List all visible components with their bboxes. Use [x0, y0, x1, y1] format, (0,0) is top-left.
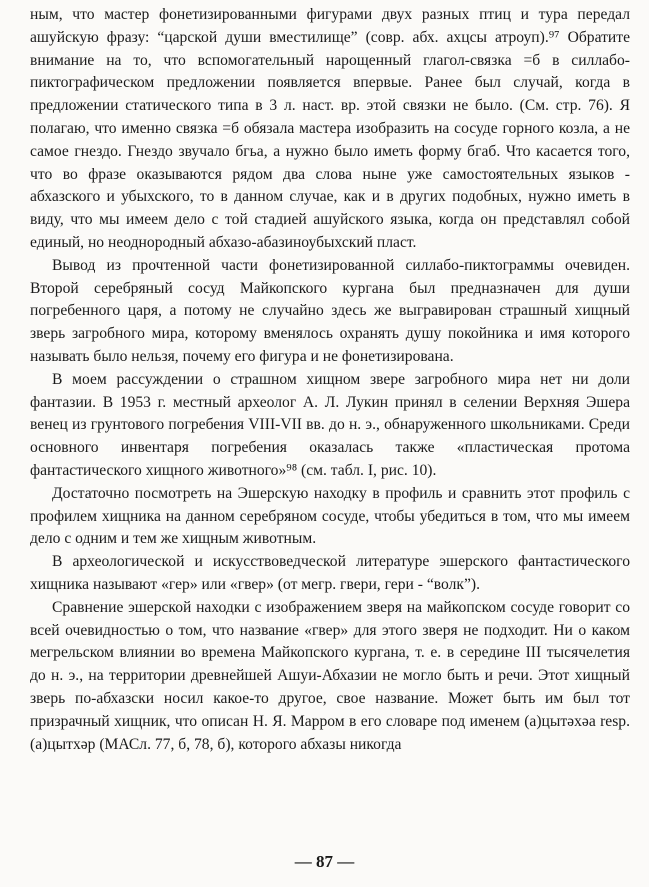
- paragraph-4: Достаточно посмотреть на Эшерскую находку в профиль и сравнить этот профиль с профилем хищника на данном серебряном сосуде, чтобы убедиться в том, что мы имеем дело с одним и тем же хищным животным.: [30, 484, 630, 548]
- paragraph-3: В моем рассуждении о страшном хищном звере загробного мира нет ни доли фантазии. В 1953 г. местный археолог А. Л. Лукин принял в селении Верхняя Эшера венец из грунтового погребения VIII-VII вв. до н. э., обнаруженного школьниками. Среди основного инвентаря погребения оказалась также «пластическая протома фантастического хищного животного»⁹⁸ (см. табл. I, рис. 10).: [30, 370, 630, 479]
- paragraph-5: В археологической и искусствоведческой литературе эшерского фантастического хищника называют «гер» или «гвер» (от мегр. гвери, гери - “волк”).: [30, 553, 630, 593]
- page-number: — 87 —: [294, 852, 355, 871]
- paragraph-2: Вывод из прочтенной части фонетизированной силлабо-пиктограммы очевиден. Второй серебряный сосуд Майкопского кургана был предназначен для души погребенного царя, а потому не случайно здесь же выгравирован страшный хищный зверь загробного мира, которому вменялось охранять душу покойника и имя которого называть было нельзя, почему его фигура и не фонетизирована.: [30, 256, 630, 365]
- paragraph-1: ным, что мастер фонетизированными фигурами двух разных птиц и тура передал ашуйскую фразу: “царской души вместилище” (совр. абх. ахцсы атроуп).⁹⁷ Обратите внимание на то, что вспомогательный нарощенный глагол-связка =б в силлабо-пиктографическом предложении появляется впервые. Ранее был случай, когда в предложении статического типа в 3 л. наст. вр. этой связки не было. (См. стр. 76). Я полагаю, что именно связка =б обязала мастера изобразить на сосуде горного козла, а не самое гнездо. Гнездо звучало бгьа, а нужно было иметь форму бгаб. Что касается того, что во фразе оказываются рядом два слова ныне уже самостоятельных языков - абхазского и убыхского, то в данном случае, как и в других подобных, нужно иметь в виду, что мы имеем дело с той стадией ашуйского языка, когда он представлял собой единый, но неоднородный абхазо-абазиноубыхский пласт.: [30, 6, 630, 251]
- body-text: [30, 4, 630, 756]
- paragraph-6: Сравнение эшерской находки с изображением зверя на майкопском сосуде говорит со всей очевидностью о том, что название «гвер» для этого зверя не подходит. Ни о каком мегрельском влиянии во времена Майкопского кургана, т. е. в середине III тысячелетия до н. э., на территории древнейшей Ашуи-Абхазии не могло быть и речи. Этот хищный зверь по-абхазски носил какое-то другое, свое название. Может быть им был тот призрачный хищник, что описан Н. Я. Марром в его словаре под именем (а)цытәхәа resp. (а)цытхәр (МАСл. 77, б, 78, б), которого абхазы никогда: [30, 598, 630, 753]
